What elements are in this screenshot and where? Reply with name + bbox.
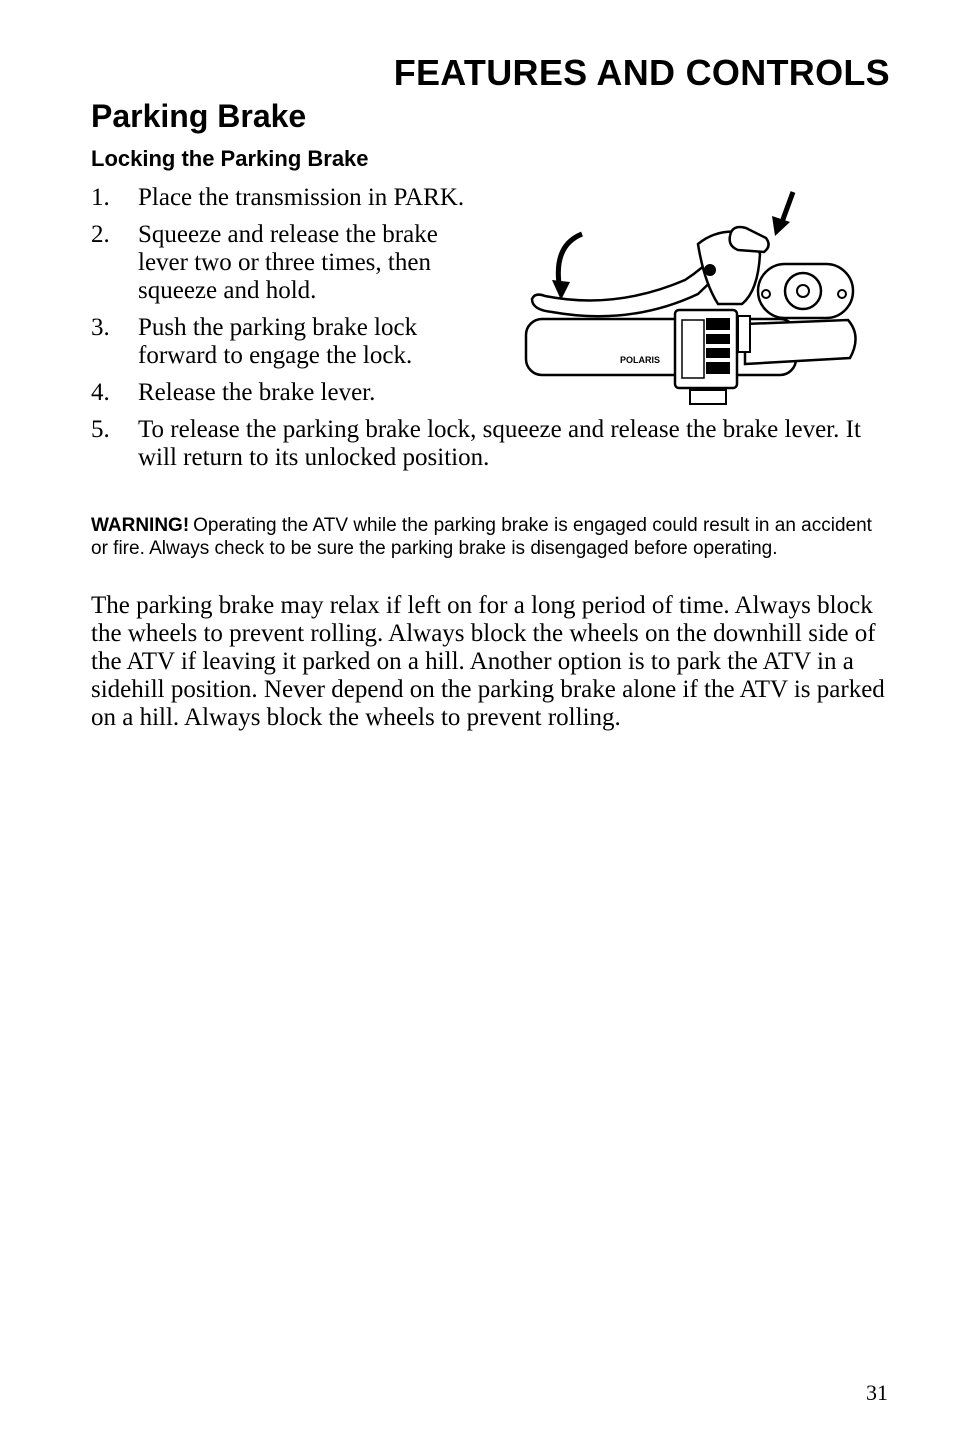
list-item	[91, 314, 478, 370]
push-lock-arrow-icon	[782, 192, 793, 222]
step-text: Place the transmission in PARK.	[138, 184, 465, 211]
step-number: 5.	[91, 416, 110, 443]
parking-brake-lock	[730, 227, 769, 252]
step-number: 1.	[91, 184, 110, 211]
list-item	[91, 184, 478, 212]
list-item	[91, 379, 478, 407]
grip-brand-text: POLARIS	[620, 355, 661, 365]
page-heading: Parking Brake	[91, 98, 307, 134]
step-number: 3.	[91, 314, 110, 341]
step-text: Squeeze and release the brake lever two or three times, then squeeze and hold.	[138, 221, 438, 304]
step-text: Release the brake lever.	[138, 379, 376, 406]
step-number: 2.	[91, 221, 110, 248]
warning-label: WARNING!	[91, 515, 190, 536]
section-title: FEATURES AND CONTROLS	[393, 52, 890, 93]
subheading: Locking the Parking Brake	[91, 146, 369, 171]
list-item	[91, 416, 871, 472]
page-number: 31	[866, 1380, 888, 1405]
brake-lever-illustration	[520, 186, 865, 414]
body-paragraph: The parking brake may relax if left on for a long period of time. Always block the wheels to prevent rolling. Always block the wheels on the downhill side of the ATV if leaving it parked on a hill. Another option is to park the ATV in a sidehill position. Never depend on the parking brake alone if the ATV is parked on a hill. Always block the wheels to prevent rolling.	[91, 592, 885, 731]
warning-note	[91, 514, 891, 560]
list-item	[91, 221, 478, 305]
step-number: 4.	[91, 379, 110, 406]
step-text: To release the parking brake lock, squeeze and release the brake lever. It will return to its unlocked position.	[138, 416, 861, 471]
warning-text: Operating the ATV while the parking brake is engaged could result in an accident or fire. Always check to be sure the parking brake is disengaged before operating.	[91, 515, 872, 559]
handlebar-tube	[745, 320, 856, 364]
step-text: Push the parking brake lock forward to engage the lock.	[138, 314, 418, 369]
pivot-bolt-icon	[704, 264, 716, 276]
